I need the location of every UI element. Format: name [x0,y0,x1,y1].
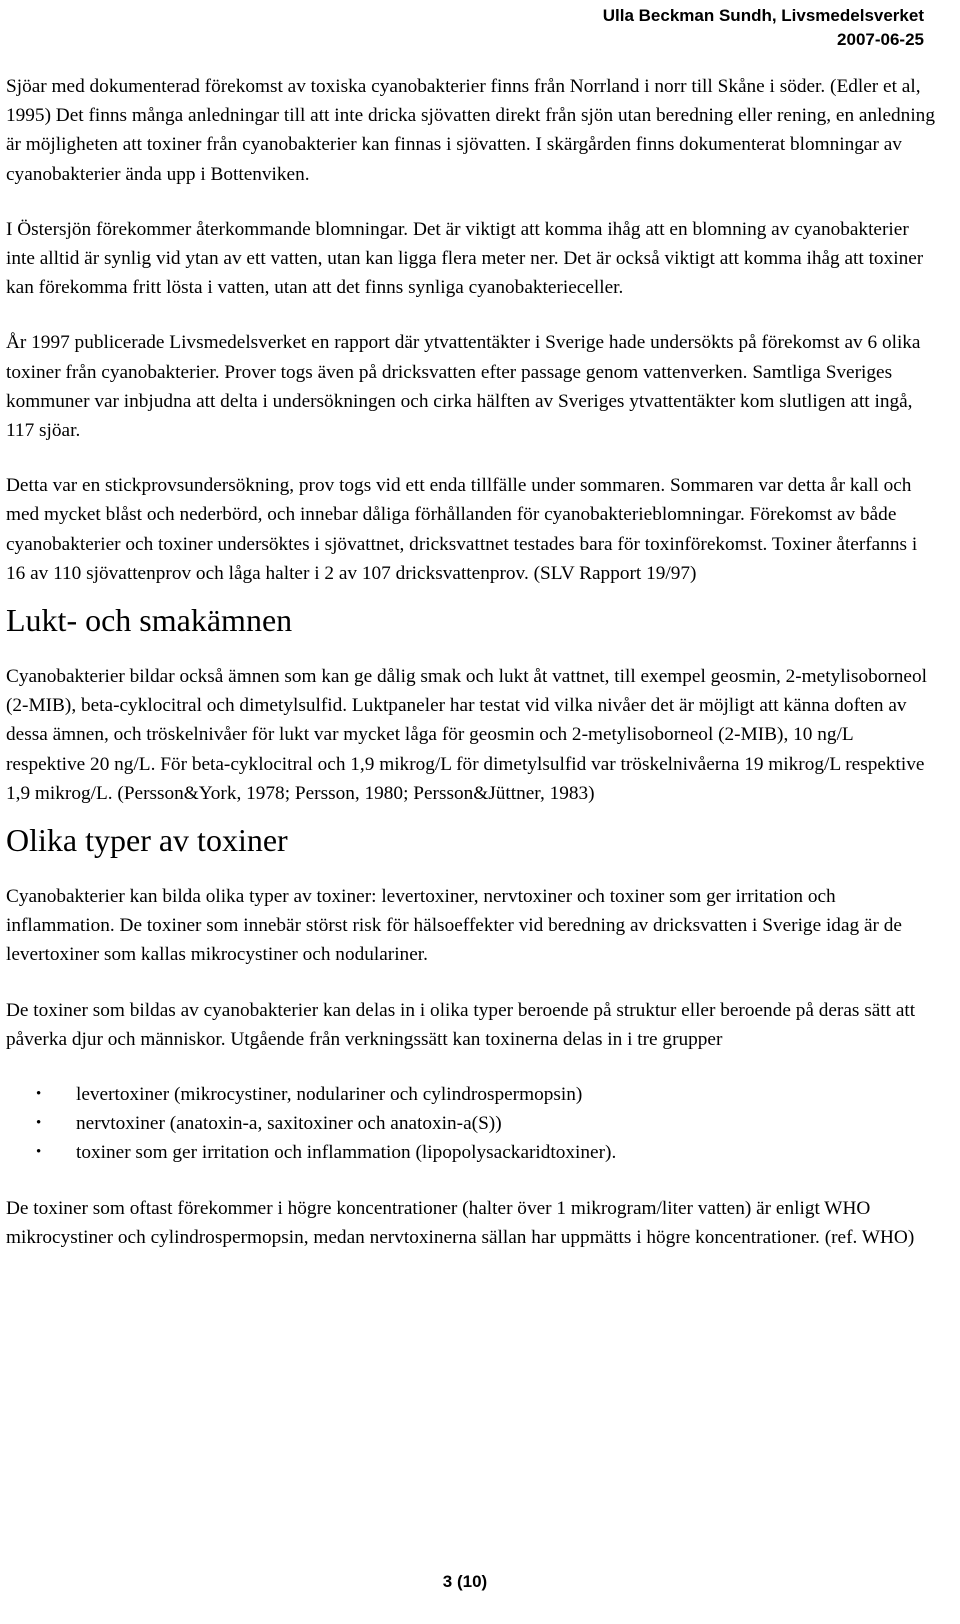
bullet-icon: • [36,1115,42,1132]
page-number: 3 (10) [442,1572,488,1591]
list-item [6,1109,936,1138]
header-author: Ulla Beckman Sundh, Livsmedelsverket [602,6,924,25]
document-body [6,72,936,1252]
toxin-group-list [6,1080,936,1168]
page-header [603,4,924,52]
paragraph-toxin-kinds: Cyanobakterier kan bilda olika typer av toxiner: levertoxiner, nervtoxiner och toxiner som ger irritation och inflammation. De toxiner som innebär störst risk för hälsoeffekter vid beredning av dricksvatten i Sverige idag är de levertoxiner som kallas mikrocystiner och nodulariner. [6,886,902,966]
paragraph-who-concentrations: De toxiner som oftast förekommer i högre koncentrationer (halter över 1 mikrogram/liter vatten) är enligt WHO mikrocystiner och cylindrospermopsin, medan nervtoxinerna sällan har uppmätts i högre koncentrationer. (ref. WHO) [6,1197,915,1248]
paragraph-slv-report-1997: År 1997 publicerade Livsmedelsverket en rapport där ytvattentäkter i Sverige hade undersökts på förekomst av 6 olika toxiner från cyanobakterier. Prover togs även på dricksvatten efter passage genom vattenverken. Samtliga Sveriges kommuner var inbjudna att delta i undersökningen och cirka hälften av Sveriges ytvattentäkter kom slutligen att ingå, 117 sjöar. [6,332,921,442]
paragraph-sampling-study: Detta var en stickprovsundersökning, prov togs vid ett enda tillfälle under sommaren. Sommaren var detta år kall och med mycket blåst och nederbörd, och innebar dåliga förhållanden för cyanobakterieblomningar. Förekomst av både cyanobakterier och toxiner undersöktes i sjövattnet, dricksvattnet testades bara för toxinförekomst. Toxiner återfanns i 16 av 110 sjövattenprov och låga halter i 2 av 107 dricksvattenprov. (SLV Rapport 19/97) [6,475,918,584]
list-item [6,1138,936,1167]
paragraph-toxin-groups: De toxiner som bildas av cyanobakterier kan delas in i olika typer beroende på struktur eller beroende på deras sätt att påverka djur och människor. Utgående från verkningssätt kan toxinerna delas in i tre grupper [6,999,916,1050]
bullet-icon: • [36,1144,42,1161]
heading-toxin-types: Olika typer av toxiner [6,822,288,859]
list-item [6,1080,936,1109]
paragraph-baltic-blooms: I Östersjön förekommer återkommande blomningar. Det är viktigt att komma ihåg att en blomning av cyanobakterier inte alltid är synlig vid ytan av ett vatten, utan kan ligga flera meter ner. Det är också viktigt att komma ihåg att toxiner kan förekomma fritt lösta i vatten, utan att det finns synliga cyanobakterieceller. [6,218,924,299]
bullet-icon: • [36,1086,42,1103]
paragraph-odor-substances: Cyanobakterier bildar också ämnen som kan ge dålig smak och lukt åt vattnet, till exempel geosmin, 2-metylisoborneol (2-MIB), beta-cyklocitral och dimetylsulfid. Luktpaneler har testat vid vilka nivåer det är möjligt att känna doften av dessa ämnen, och tröskelnivåer för lukt var mycket låga för geosmin och 2-metylisoborneol (2-MIB), 10 ng/L respektive 20 ng/L. För beta-cyklocitral och 1,9 mikrog/L för dimetylsulfid var tröskelnivåerna 19 mikrog/L respektive 1,9 mikrog/L. (Persson&York, 1978; Persson, 1980; Persson&Jüttner, 1983) [6,666,927,804]
list-item-text: nervtoxiner (anatoxin-a, saxitoxiner och anatoxin-a(S)) [76,1113,502,1135]
heading-odor-taste: Lukt- och smakämnen [6,602,293,639]
paragraph-cyanobacteria-lakes: Sjöar med dokumenterad förekomst av toxiska cyanobakterier finns från Norrland i norr till Skåne i söder. (Edler et al, 1995) Det finns många anledningar till att inte dricka sjövatten direkt från sjön utan beredning eller rening, en anledning är möjligheten att toxiner från cyanobakterier kan finnas i sjövatten. I skärgården finns dokumenterat blomningar av cyanobakterier ända upp i Bottenviken. [6,76,935,185]
header-date: 2007-06-25 [837,30,924,49]
list-item-text: toxiner som ger irritation och inflammation (lipopolysackaridtoxiner). [76,1142,617,1164]
list-item-text: levertoxiner (mikrocystiner, nodulariner och cylindrospermopsin) [76,1084,583,1106]
